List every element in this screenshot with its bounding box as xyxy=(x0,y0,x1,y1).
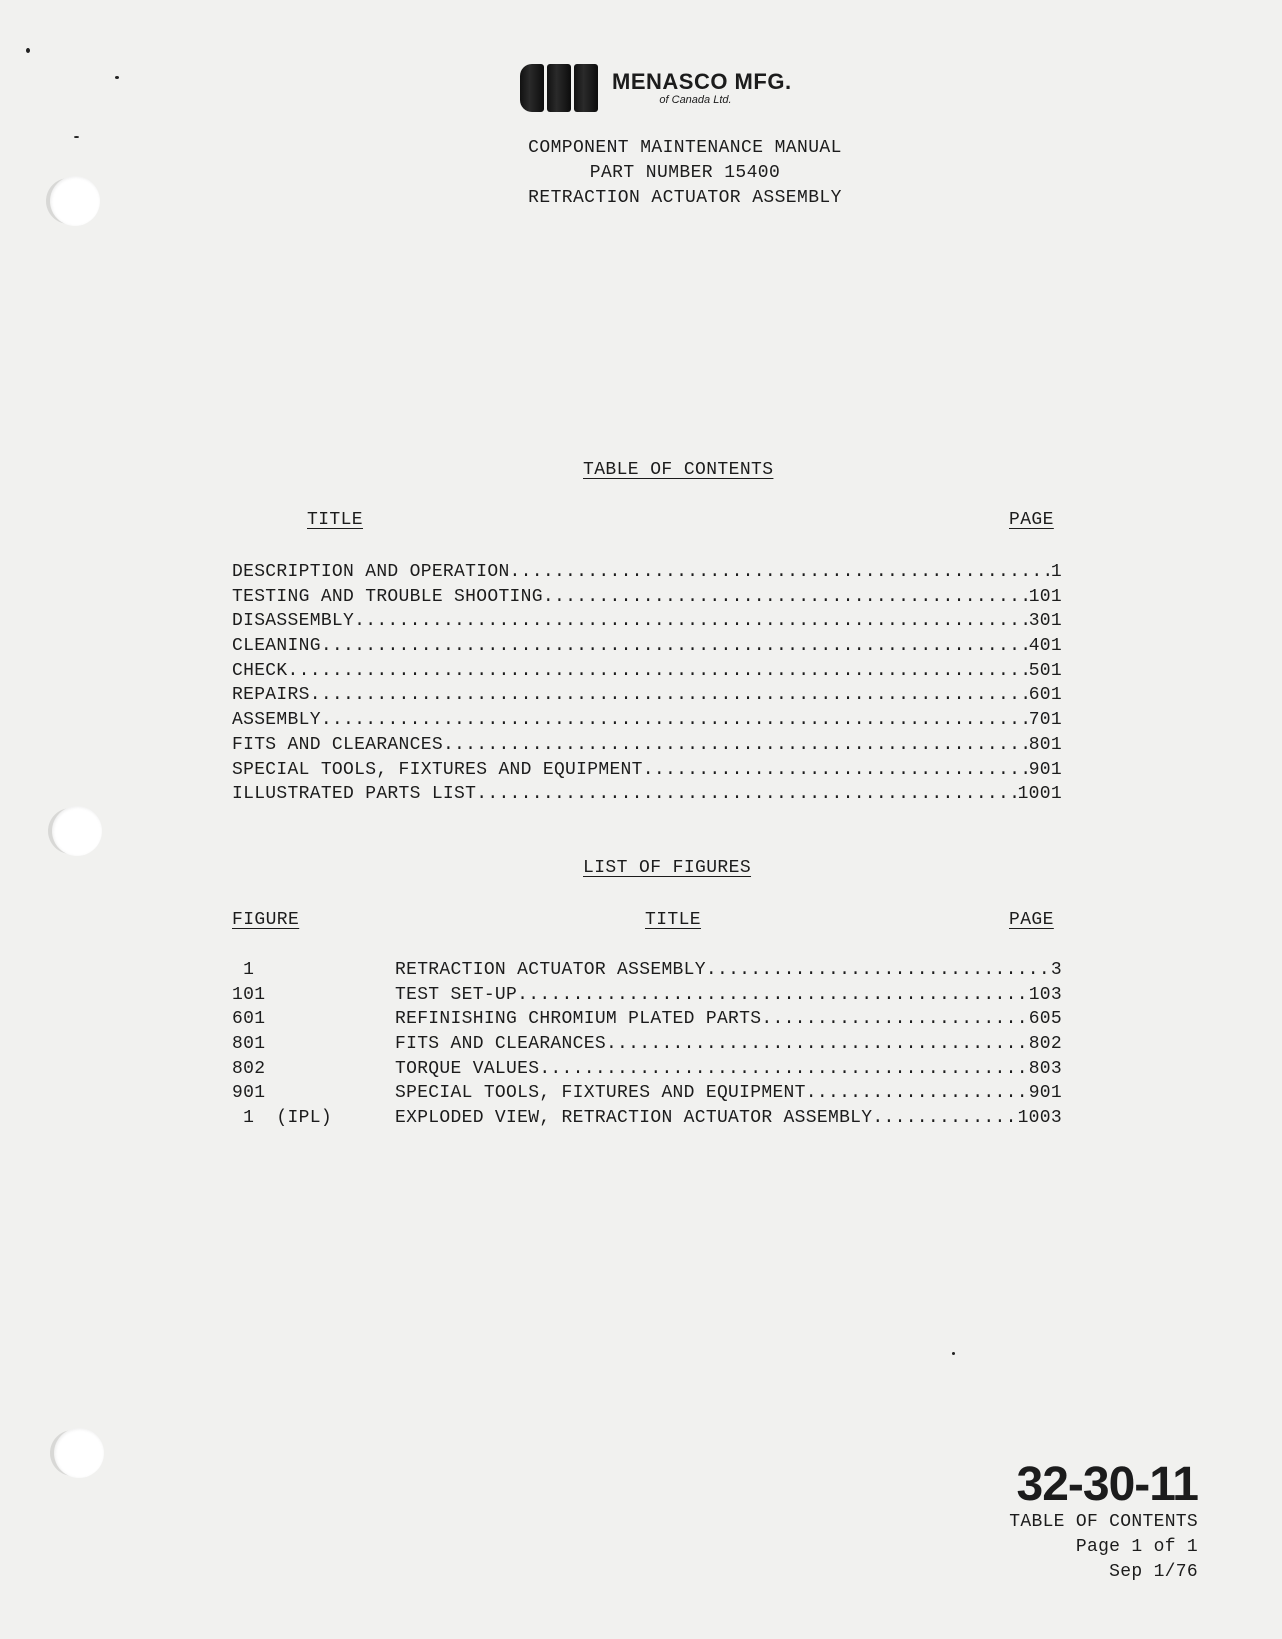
dot-leader xyxy=(443,733,1029,758)
toc-row xyxy=(232,683,1062,708)
figure-page: 901 xyxy=(1028,1083,1062,1104)
toc-row xyxy=(232,585,1062,610)
toc-entry-page: 301 xyxy=(1028,611,1062,632)
figures-page-column: PAGE xyxy=(1009,910,1054,930)
company-logo xyxy=(520,64,792,112)
brand-name: MENASCO MFG. xyxy=(612,69,792,94)
toc-row xyxy=(232,782,1062,807)
figure-row xyxy=(232,958,1062,983)
dot-leader xyxy=(510,560,1051,585)
toc-row xyxy=(232,659,1062,684)
figure-title: REFINISHING CHROMIUM PLATED PARTS xyxy=(395,1009,762,1030)
brand-subtitle: of Canada Ltd. xyxy=(659,94,732,106)
figures-heading: LIST OF FIGURES xyxy=(583,858,752,878)
toc-page-column: PAGE xyxy=(1009,510,1054,530)
manual-header xyxy=(0,136,1282,211)
dot-leader xyxy=(543,585,1029,610)
figure-number: 901 xyxy=(232,1083,266,1104)
figure-row xyxy=(232,1081,1062,1106)
toc-list xyxy=(232,560,1062,807)
figure-row xyxy=(232,1007,1062,1032)
toc-entry-page: 1 xyxy=(1050,562,1062,582)
logo-mark xyxy=(520,64,598,112)
toc-entry-page: 801 xyxy=(1028,734,1062,755)
figures-title-column: TITLE xyxy=(645,910,702,930)
figure-row xyxy=(232,1106,1062,1131)
toc-entry-page: 401 xyxy=(1028,636,1062,657)
figure-number: 101 xyxy=(232,984,266,1005)
dot-leader xyxy=(643,758,1029,783)
footer-page: Page 1 of 1 xyxy=(1075,1537,1198,1557)
dot-leader xyxy=(761,1007,1028,1032)
toc-entry-title: FITS AND CLEARANCES xyxy=(232,734,443,755)
dot-leader xyxy=(706,958,1051,983)
dot-leader xyxy=(354,609,1029,634)
assembly-name: RETRACTION ACTUATOR ASSEMBLY xyxy=(528,188,842,208)
speck xyxy=(115,76,119,79)
dot-leader xyxy=(288,659,1029,684)
toc-entry-title: DESCRIPTION AND OPERATION xyxy=(232,562,510,582)
toc-entry-title: DISASSEMBLY xyxy=(232,611,355,632)
page-footer xyxy=(1009,1460,1198,1585)
toc-entry-page: 101 xyxy=(1028,586,1062,607)
figure-number: 802 xyxy=(232,1058,266,1079)
punch-hole-middle xyxy=(52,806,102,856)
figure-row xyxy=(232,1032,1062,1057)
figure-page: 803 xyxy=(1028,1058,1062,1079)
toc-entry-title: ILLUSTRATED PARTS LIST xyxy=(232,784,477,805)
manual-title: COMPONENT MAINTENANCE MANUAL xyxy=(528,138,842,158)
figure-row xyxy=(232,983,1062,1008)
figure-page: 802 xyxy=(1028,1034,1062,1055)
figure-title: TEST SET-UP xyxy=(395,984,518,1005)
footer-date: Sep 1/76 xyxy=(1109,1562,1198,1582)
toc-row xyxy=(232,609,1062,634)
figure-page: 1003 xyxy=(1017,1108,1062,1129)
figure-row xyxy=(232,1057,1062,1082)
punch-hole-bottom xyxy=(54,1428,104,1478)
toc-row xyxy=(232,708,1062,733)
figure-page: 103 xyxy=(1028,984,1062,1005)
figure-title: SPECIAL TOOLS, FIXTURES AND EQUIPMENT xyxy=(395,1083,806,1104)
toc-entry-title: CLEANING xyxy=(232,636,321,657)
part-number: PART NUMBER 15400 xyxy=(589,163,781,183)
figures-figure-column: FIGURE xyxy=(232,910,300,930)
toc-entry-title: REPAIRS xyxy=(232,685,310,706)
toc-entry-page: 1001 xyxy=(1017,784,1062,805)
dot-leader xyxy=(310,683,1029,708)
toc-entry-title: ASSEMBLY xyxy=(232,710,321,731)
dot-leader xyxy=(539,1057,1028,1082)
figure-title: FITS AND CLEARANCES xyxy=(395,1034,606,1055)
document-number: 32-30-11 xyxy=(1016,1458,1198,1511)
toc-entry-title: CHECK xyxy=(232,660,288,681)
toc-entry-page: 601 xyxy=(1028,685,1062,706)
toc-heading: TABLE OF CONTENTS xyxy=(583,460,774,480)
toc-row xyxy=(232,758,1062,783)
speck xyxy=(26,48,30,53)
figure-number: 1 xyxy=(232,960,255,980)
footer-section: TABLE OF CONTENTS xyxy=(1009,1512,1198,1532)
toc-row xyxy=(232,733,1062,758)
dot-leader xyxy=(476,782,1017,807)
dot-leader xyxy=(806,1081,1029,1106)
toc-title-column: TITLE xyxy=(307,510,364,530)
speck xyxy=(952,1352,955,1355)
toc-entry-title: SPECIAL TOOLS, FIXTURES AND EQUIPMENT xyxy=(232,759,643,780)
figure-page: 3 xyxy=(1050,960,1062,980)
figure-number: 601 xyxy=(232,1009,266,1030)
toc-row xyxy=(232,634,1062,659)
toc-entry-page: 501 xyxy=(1028,660,1062,681)
toc-entry-title: TESTING AND TROUBLE SHOOTING xyxy=(232,586,543,607)
figure-title: EXPLODED VIEW, RETRACTION ACTUATOR ASSEMBLY xyxy=(395,1108,873,1129)
figures-list xyxy=(232,958,1062,1131)
toc-row xyxy=(232,560,1062,585)
figure-page: 605 xyxy=(1028,1009,1062,1030)
dot-leader xyxy=(517,983,1029,1008)
dot-leader xyxy=(321,634,1029,659)
figure-number: 801 xyxy=(232,1034,266,1055)
dot-leader xyxy=(872,1106,1017,1131)
figure-number: 1 (IPL) xyxy=(232,1108,332,1129)
toc-entry-page: 701 xyxy=(1028,710,1062,731)
dot-leader xyxy=(321,708,1029,733)
toc-entry-page: 901 xyxy=(1028,759,1062,780)
dot-leader xyxy=(606,1032,1029,1057)
figure-title: TORQUE VALUES xyxy=(395,1058,540,1079)
figure-title: RETRACTION ACTUATOR ASSEMBLY xyxy=(395,960,706,980)
